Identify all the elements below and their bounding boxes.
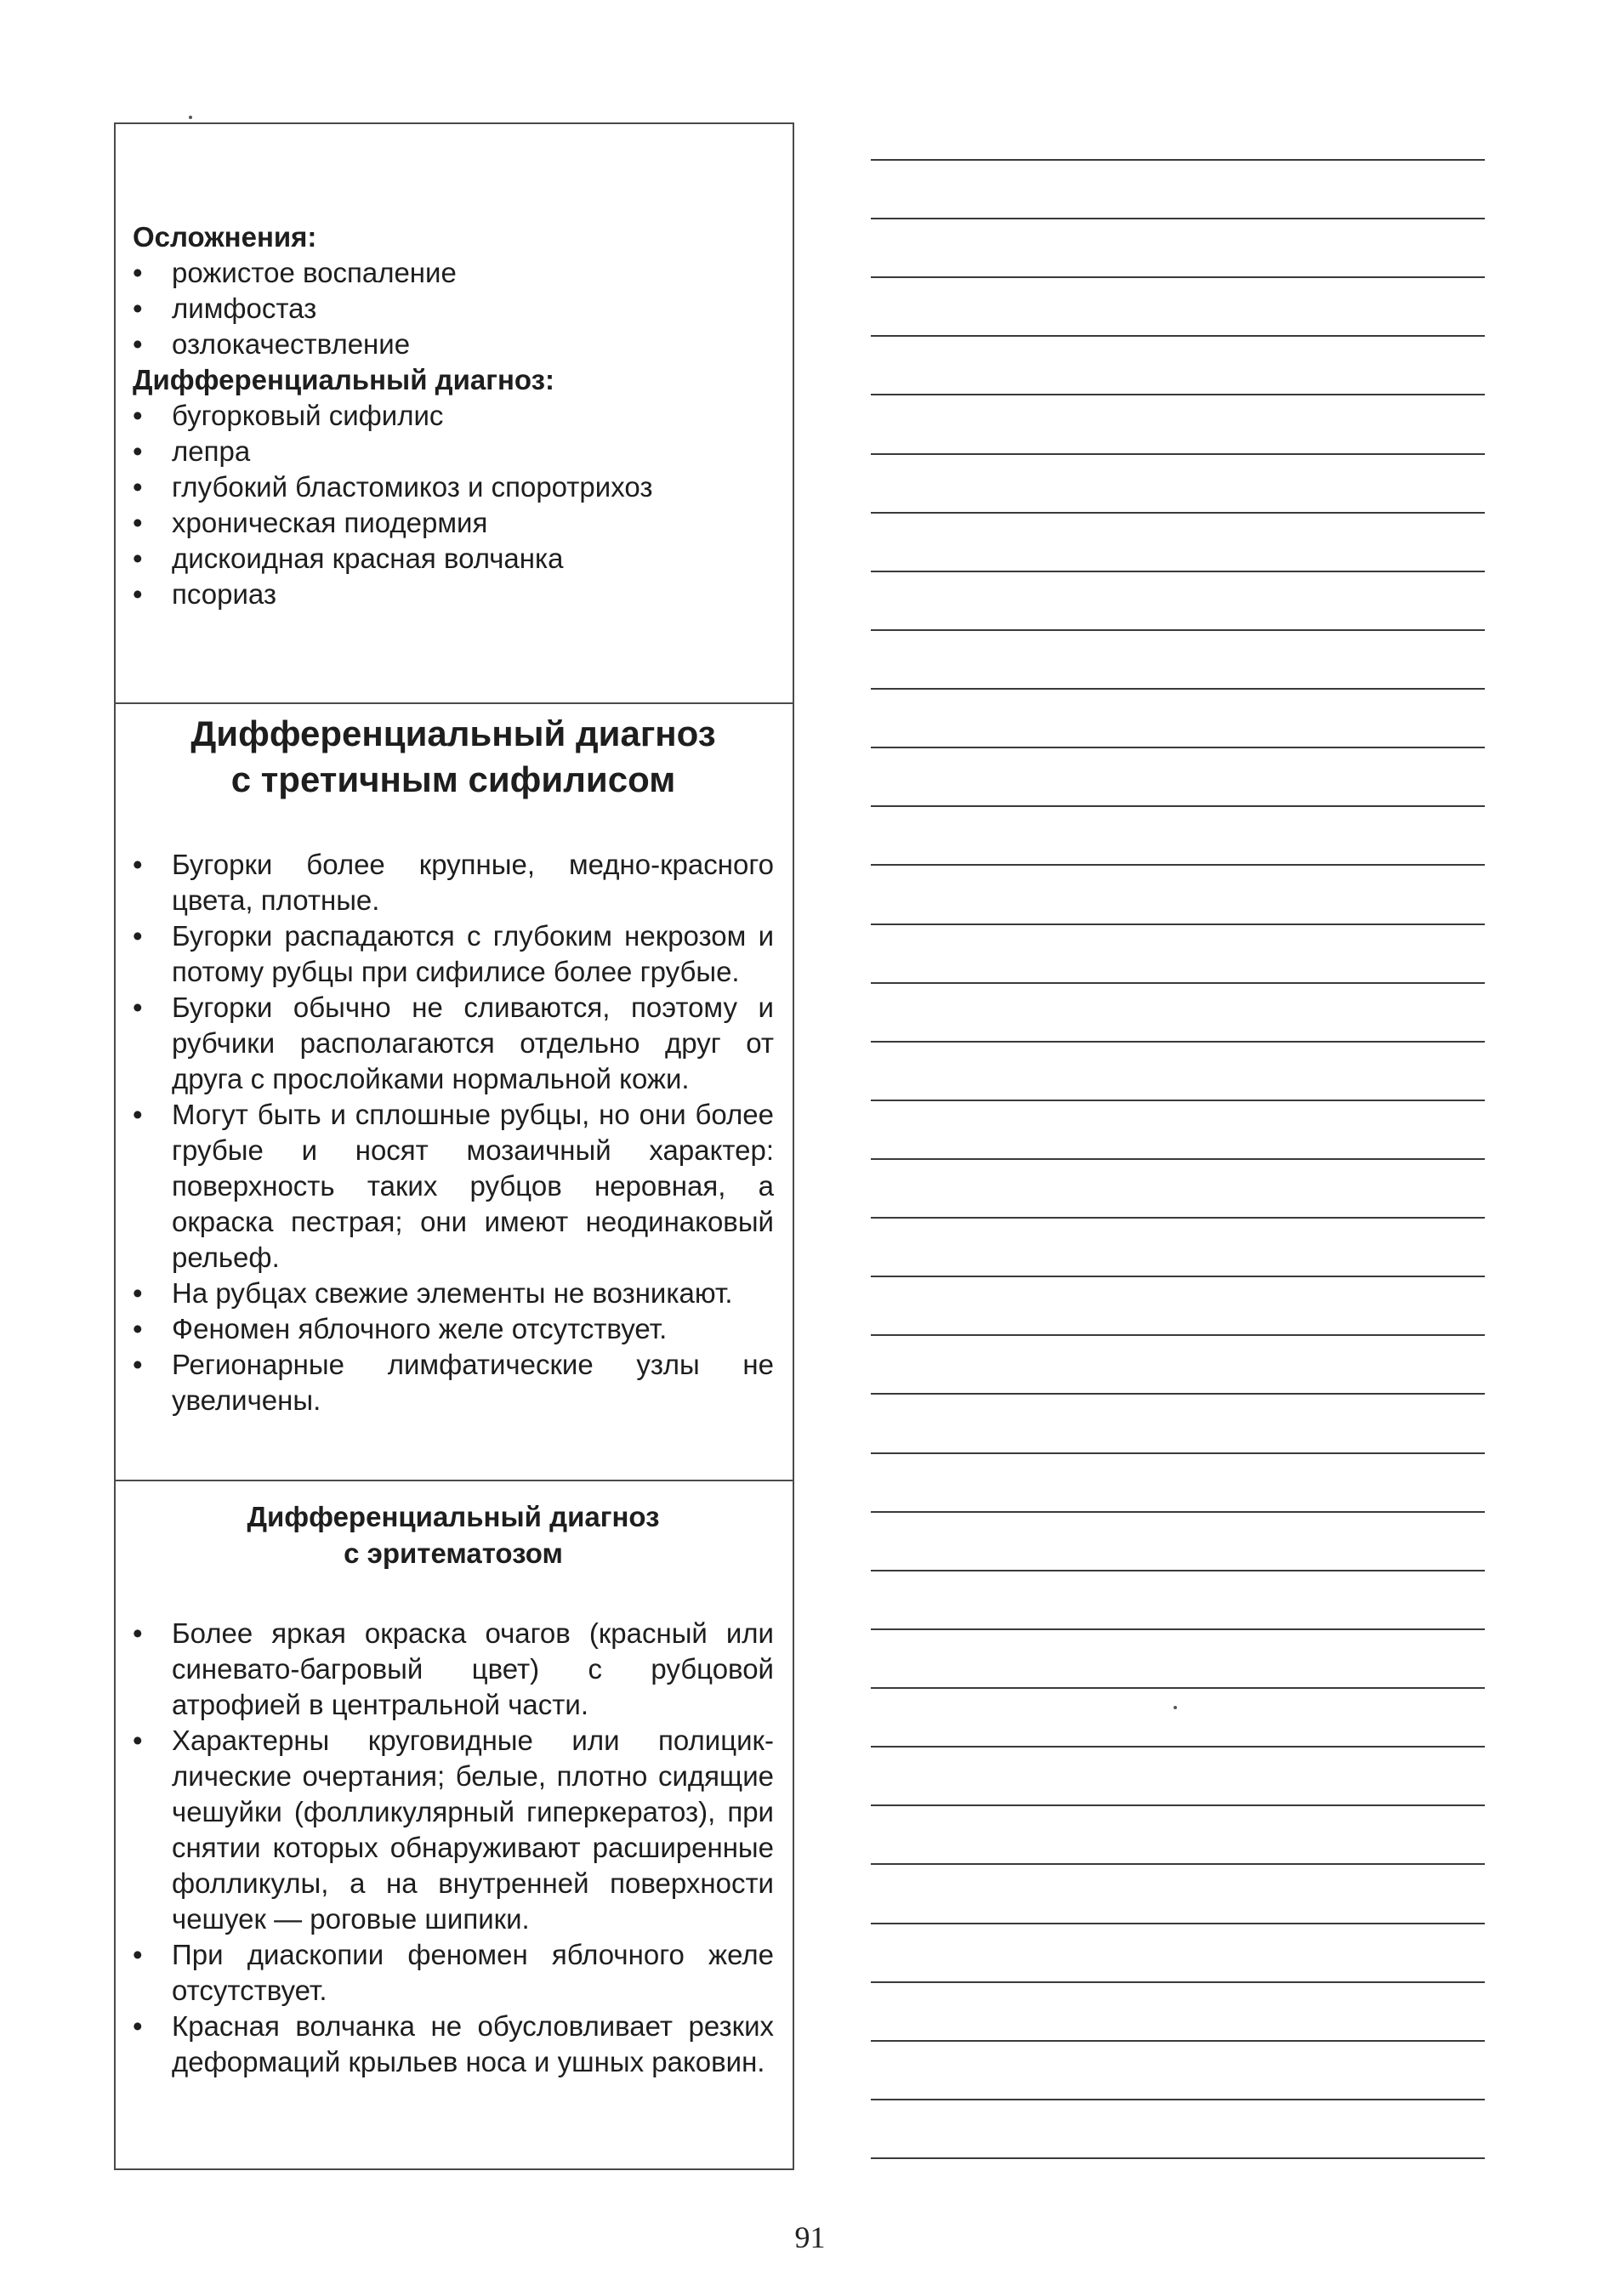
list-item: • дискоидная красная волчанка bbox=[133, 541, 776, 577]
note-line bbox=[871, 1923, 1485, 1924]
note-line bbox=[871, 335, 1485, 337]
note-line bbox=[871, 805, 1485, 807]
syphilis-heading-line2: с третичным сифилисом bbox=[230, 759, 676, 799]
note-line bbox=[871, 1393, 1485, 1395]
list-item: • бугорковый сифилис bbox=[133, 398, 776, 434]
note-line bbox=[871, 159, 1485, 161]
scan-speck bbox=[189, 116, 192, 119]
note-line bbox=[871, 1217, 1485, 1219]
list-item: • псориаз bbox=[133, 577, 776, 612]
page-number: 91 bbox=[794, 2220, 826, 2254]
list-item: • Бугорки обычно не сливаются, поэтому и рубчики располагаются отдельно друг от друга с прослойками нормальной кожи. bbox=[133, 990, 774, 1097]
list-item: • Характерны круговидные или полициклические очертания; белые, плотно сидящие чешуйки (фолликулярный гиперкератоз), при снятии которых обнаруживают расширенные фолликулы, а на внутренней поверхности чешуек — роговые шипики. bbox=[133, 1723, 774, 1937]
note-line bbox=[871, 571, 1485, 572]
note-line bbox=[871, 1687, 1485, 1689]
note-line bbox=[871, 1334, 1485, 1336]
note-line bbox=[871, 2040, 1485, 2042]
list-item: • Бугорки более крупные, медно-красного цвета, плотные. bbox=[133, 847, 774, 918]
note-line bbox=[871, 688, 1485, 690]
note-line bbox=[871, 864, 1485, 866]
list-item: • Феномен яблочного желе отсутствует. bbox=[133, 1311, 774, 1347]
note-line bbox=[871, 1511, 1485, 1513]
diff-diagnosis-label: Дифференциальный диагноз: bbox=[133, 364, 555, 395]
list-item: • При диаскопии феномен яблочного желе отсутствует. bbox=[133, 1937, 774, 2009]
note-line bbox=[871, 394, 1485, 395]
erythematosus-heading-line1: Дифференциальный диагноз bbox=[247, 1501, 660, 1532]
list-item: • Красная волчанка не обусловливает резких деформаций крыльев носа и ушных раковин. bbox=[133, 2009, 774, 2080]
note-line bbox=[871, 1452, 1485, 1454]
note-line bbox=[871, 1981, 1485, 1983]
note-line bbox=[871, 1863, 1485, 1865]
note-line bbox=[871, 1570, 1485, 1571]
complications-label: Осложнения: bbox=[133, 221, 317, 253]
note-line bbox=[871, 1276, 1485, 1277]
list-item: • лепра bbox=[133, 434, 776, 469]
note-line bbox=[871, 747, 1485, 748]
list-item: • Могут быть и сплошные рубцы, но они более грубые и носят мозаичный характер: поверхность таких рубцов неровная, а окраска пестрая; они имеют неодинаковый рельеф. bbox=[133, 1097, 774, 1276]
scan-speck bbox=[1174, 1706, 1177, 1709]
note-line bbox=[871, 276, 1485, 278]
list-item: • На рубцах свежие элементы не возникают. bbox=[133, 1276, 774, 1311]
list-item: • глубокий бластомикоз и споротрихоз bbox=[133, 469, 776, 505]
list-item: • хроническая пиодермия bbox=[133, 505, 776, 541]
note-line bbox=[871, 982, 1485, 984]
note-line bbox=[871, 512, 1485, 514]
list-item: • рожистое воспаление bbox=[133, 255, 776, 291]
erythematosus-heading-line2: с эритематозом bbox=[344, 1537, 563, 1569]
note-line bbox=[871, 1100, 1485, 1101]
list-item: • Более яркая окраска очагов (красный или синевато-багровый цвет) с рубцовой атрофией в центральной части. bbox=[133, 1616, 774, 1723]
note-line bbox=[871, 1628, 1485, 1630]
note-line bbox=[871, 218, 1485, 219]
list-item: • озлокачествление bbox=[133, 327, 776, 362]
list-item: • лимфостаз bbox=[133, 291, 776, 327]
note-line bbox=[871, 1041, 1485, 1043]
syphilis-heading-line1: Дифференциальный диагноз bbox=[190, 713, 716, 753]
list-item: • Регионарные лимфатические узлы не увеличены. bbox=[133, 1347, 774, 1418]
note-line bbox=[871, 2157, 1485, 2159]
note-line bbox=[871, 1158, 1485, 1160]
note-line bbox=[871, 924, 1485, 925]
note-line bbox=[871, 1804, 1485, 1806]
note-line bbox=[871, 629, 1485, 631]
list-item: • Бугорки распадаются с глубоким некрозом и потому рубцы при сифилисе более грубые. bbox=[133, 918, 774, 990]
note-line bbox=[871, 453, 1485, 455]
note-line bbox=[871, 2099, 1485, 2100]
note-line bbox=[871, 1746, 1485, 1748]
